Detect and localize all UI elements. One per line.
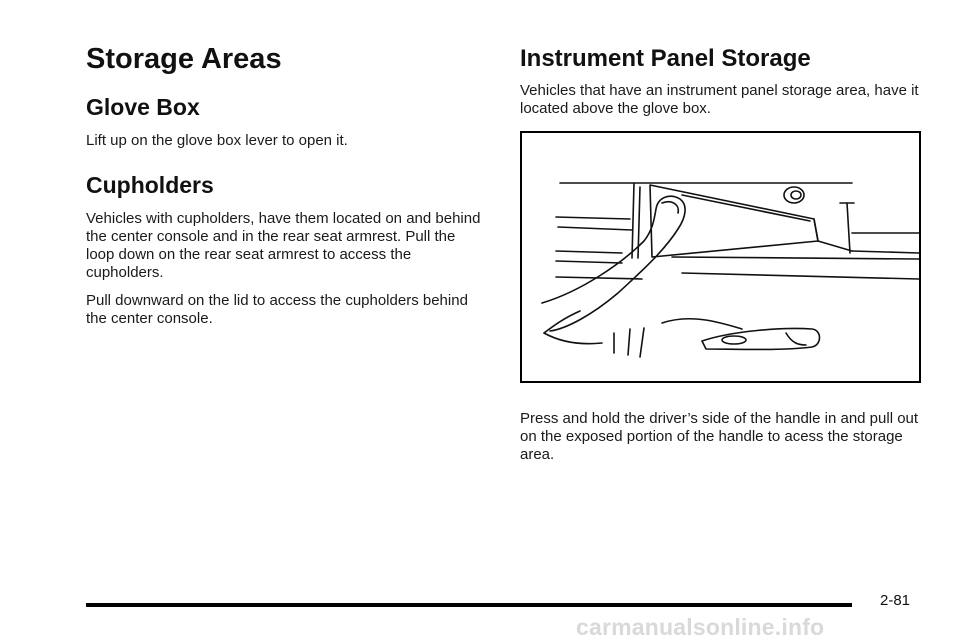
instrument-panel-instructions [520,410,924,464]
page-number: 2-81 [880,592,911,609]
instrument-panel-heading: Instrument Panel Storage [520,45,811,72]
cupholders-heading: Cupholders [86,172,214,198]
instrument-panel-storage-illustration [522,133,919,381]
page-title: Storage Areas [86,43,282,75]
cupholders-paragraph-2: Pull downward on the lid to access the cupholders behind the center console. [86,292,468,327]
glove-box-heading: Glove Box [86,94,200,120]
instrument-panel-intro: Vehicles that have an instrument panel storage area, have it located above the glove box. [520,82,919,117]
left-column [86,40,486,328]
instrument-panel-figure [520,131,921,383]
watermark: carmanualsonline.info [576,614,825,640]
footer-rule [86,603,852,607]
glove-box-text: Lift up on the glove box lever to open it. [86,132,348,149]
instrument-panel-after-figure-text: Press and hold the driver’s side of the handle in and pull out on the exposed portion of the handle to acess the storage area. [520,410,919,463]
cupholders-paragraph-1: Vehicles with cupholders, have them located on and behind the center console and in the rear seat armrest. Pull the loop down on the rear seat armrest to access the cupholders. [86,210,481,281]
right-column [520,40,924,118]
